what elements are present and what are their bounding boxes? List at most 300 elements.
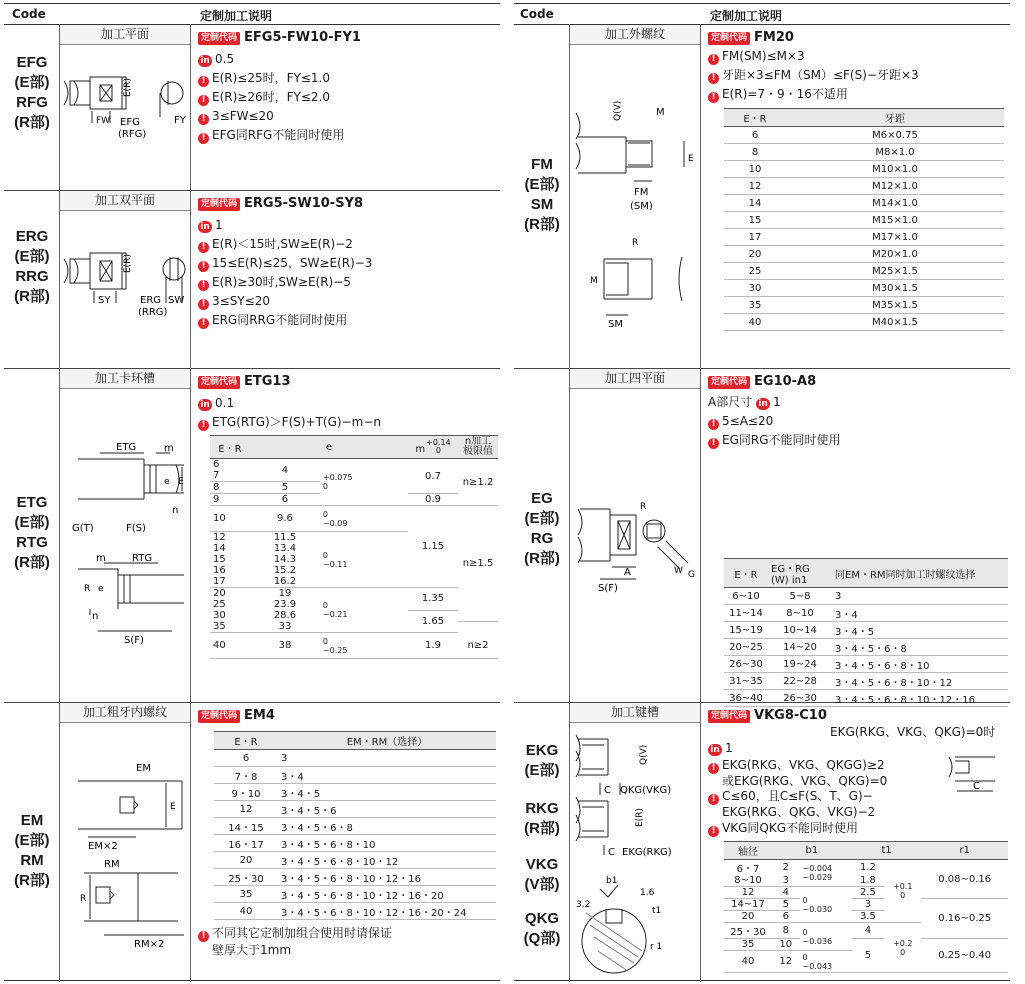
increment-icon: in [198,221,212,233]
er-cell: 14 [213,543,226,554]
fm-table [724,108,1004,331]
tol-up: 0 [322,550,328,560]
table-cell: 3・4・5・6・8・10・12 [278,852,496,869]
code-erg: ERG [15,228,49,245]
e-cell: 19 [278,588,292,599]
code-r: (R部) [14,288,50,305]
efg-description [191,25,500,190]
table-cell: 15~19 [724,622,768,639]
tol-up: 0 [802,952,808,962]
eg-description [701,369,1010,706]
increment: 1 [773,395,781,409]
tol-lo: −0.036 [802,936,833,946]
eg-table [724,558,1008,707]
table-cell: M6×0.75 [786,127,1004,144]
table-cell: M40×1.5 [786,314,1004,331]
bullet-icon: ! [708,73,719,84]
qkg-dim: QKG(VKG) [620,785,672,796]
code-r: (R部) [524,550,560,567]
left-column [4,3,500,981]
increment: 0.1 [215,396,235,410]
code-label [514,25,570,368]
left-header [4,4,500,25]
code-rm: RM [20,852,44,869]
table-cell: 40 [724,314,786,331]
table-cell: 3・4・5・6・8 [832,639,1008,656]
table-cell: 16・17 [214,835,278,852]
ttol-cell [884,860,921,923]
table-cell: 20 [214,852,278,869]
m-sup: +0.14 [426,438,451,447]
col-er: E・R [210,436,250,459]
bullet-icon: ! [708,794,719,805]
table-cell: 3・4・5・6・8・10 [832,656,1008,673]
er-dim: E(R) [635,808,645,827]
bullet-icon: ! [198,280,209,291]
figure-eg [570,369,701,702]
in1-label: in1 [791,575,808,586]
ekg-dim: EKG(RKG) [622,847,672,858]
t-cell: 5 [852,939,884,973]
col-thread: EM・RM（选择） [278,732,496,750]
desc-header: 定制加工说明 [200,9,273,23]
r-dim: R [640,502,647,512]
col-er: E・R [214,732,278,750]
table-row [214,886,496,903]
bullet-icon: ! [198,931,209,942]
M-dim: M [590,276,598,286]
n-label: n加工 [464,436,492,447]
b-cell: 5 [772,899,800,911]
note: 不同其它定制加组合使用时请保证 [212,926,393,940]
code-rrg: RRG [15,268,49,285]
e-cell: 9.6 [250,506,320,532]
figure-fm [570,25,701,368]
table-cell: 3・4 [278,767,496,784]
table-cell: 35 [214,886,278,903]
code-vkg: VKG [525,856,559,873]
er-cell: 10 [210,506,250,532]
col-er: E・R [724,109,786,127]
t-cell: 3.5 [852,911,884,923]
table-cell: M30×1.5 [786,280,1004,297]
rrg-dim: (RRG) [138,307,168,318]
tol-cell [320,459,408,506]
R-dim: R [84,584,91,594]
section-etg [4,369,500,703]
code-r: (R部) [14,554,50,571]
increment-icon: in [708,744,722,756]
ekg-description [701,703,1010,982]
er-cell: 12 [213,532,226,543]
table-cell: 6 [214,750,278,767]
table-row [214,801,496,818]
fm-description [701,25,1010,368]
n-cell: n≥1.5 [458,506,498,622]
col-m [408,436,458,459]
b1-dim: b1 [606,876,618,886]
increment: 0.5 [215,52,235,66]
w-dim: W [674,566,683,576]
er-cell: 35 [210,621,250,633]
bullet-icon: ! [198,95,209,106]
increment-icon: in [756,398,770,410]
code-label [4,191,60,368]
roughness-32: 3.2 [576,900,591,910]
erg-dim: ERG [140,295,162,306]
custom-code: EM4 [244,708,275,723]
col-w [768,559,832,588]
table-cell: 15 [724,212,786,229]
table-cell: 25 [724,263,786,280]
custom-code-badge: 定制代码 [708,710,750,723]
e-cell: 16.2 [250,576,320,588]
figure-efg [60,25,191,190]
table-row [724,588,1008,605]
d-cell: 40 [724,951,772,973]
table-cell: 6~10 [724,588,768,605]
e-cell: 38 [250,633,320,659]
table-cell: 10~14 [768,622,832,639]
code-qkg: QKG [524,910,560,927]
code-e: (E部) [524,762,560,779]
table-cell: M10×1.0 [786,161,1004,178]
code-e: (E部) [14,832,50,849]
etg-description [191,369,500,702]
em-table [214,731,496,920]
d-cell: 20 [724,911,772,923]
e-dim: e [164,477,170,487]
col-e: e [250,436,408,459]
n-dim: n [172,505,179,516]
tol-cell [320,506,408,532]
g-dim: G [688,570,695,580]
code-r: (R部) [14,114,50,131]
col-b1: b1 [772,842,852,860]
col-thread: 同EM・RM同时加工时螺纹选择 [832,559,1008,588]
figure-title: 加工四平面 [570,369,700,389]
fm-table-body [724,127,1004,331]
table-cell: 5~8 [768,588,832,605]
em-dim: EM [136,763,151,774]
e-dim: E [688,154,694,164]
custom-code: ERG5-SW10-SY8 [244,196,364,211]
section-efg [4,25,500,191]
table-cell: M25×1.5 [786,263,1004,280]
b-cell: 4 [772,887,800,899]
table-cell: 19~24 [768,656,832,673]
table-row [214,852,496,869]
figure-title: 加工键槽 [570,703,700,723]
table-row [724,246,1004,263]
R-dim: R [80,894,87,904]
b-cell: 6 [772,911,800,923]
tol-lo: 0 [900,891,906,900]
figure-etg [60,369,191,702]
n2-dim: n [92,611,99,622]
increment: 1 [215,218,223,232]
eg-table-body [724,588,1008,707]
table-row [724,127,1004,144]
n-label2: 极限值 [463,446,493,457]
custom-code: EG10-A8 [754,374,817,389]
table-cell: 3・4・5・6 [278,801,496,818]
formula: ETG(RTG)＞F(S)+T(G)−m−n [212,415,382,429]
c2-dim: C [608,847,615,858]
e-cell: 23.9 [273,599,297,610]
table-cell: 10 [724,161,786,178]
figure-em [60,703,191,982]
e-cell: 28.6 [273,610,297,621]
table-row [724,263,1004,280]
btol-cell [800,951,852,973]
ekg-table [724,841,1008,973]
increment-icon: in [198,399,212,411]
code-label [514,703,570,982]
code-r: (R部) [14,872,50,889]
m-dim: m [164,443,174,454]
note: C≤60，且C≤F(S、T、G)− [722,789,873,803]
code-r: (R部) [524,820,560,837]
code-rfg: RFG [16,94,48,111]
bullet-icon: ! [708,826,719,837]
note: ERG同RRG不能同时使用 [212,313,348,327]
col-n [458,436,498,459]
table-row [214,767,496,784]
code-e: (E部) [524,176,560,193]
d-cell: 35 [724,939,772,951]
table-cell: 3・4・5・6・8・10・12・16・20 [278,886,496,903]
bullet-icon: ! [708,54,719,65]
tol-up: 0 [322,509,328,519]
w-label: EG・RG (W) [771,564,810,586]
m-cell: 1.65 [408,610,458,633]
bullet-icon: ! [198,242,209,253]
d-cell: 12 [724,887,772,899]
etg-table [210,435,498,659]
bullet-icon: ! [708,438,719,449]
note: 牙距×3≤FM（SM）≤F(S)−牙距×3 [722,68,919,82]
table-cell: 14~20 [768,639,832,656]
figure-title: 加工平面 [60,25,190,45]
c-dim: C [604,785,611,796]
d-cell: 6・7 [736,864,760,875]
em-table-body [214,750,496,920]
bullet-icon: ! [708,419,719,430]
table-cell: 31~35 [724,673,768,690]
table-row [724,229,1004,246]
bullet-icon: ! [198,76,209,87]
e-cell: 4 [250,459,320,482]
a-dim: A [624,567,631,578]
custom-code: VKG8-C10 [754,708,827,723]
sm2-dim: SM [608,319,623,330]
table-row [214,835,496,852]
figure-title: 加工双平面 [60,191,190,211]
m-cell: 1.35 [408,588,458,611]
code-label [4,25,60,190]
m-cell: 1.15 [408,506,458,588]
code-rkg: RKG [525,800,559,817]
tol-up: 0 [802,927,808,937]
qv-dim: Q(V) [613,100,623,121]
table-cell: 12 [724,178,786,195]
b-cell: 10 [772,939,800,951]
tol-cell [320,532,408,588]
er-cell: 16 [213,565,226,576]
section-erg [4,191,500,369]
code-e: (E部) [14,74,50,91]
table-cell: 3・4 [832,605,1008,622]
E-dim: E [178,477,184,487]
code-fm: FM [531,156,553,173]
col-er: E・R [724,559,768,588]
custom-code: EFG5-FW10-FY1 [244,30,361,45]
bullet-icon: ! [198,318,209,329]
er-cell: 9 [210,494,250,506]
table-cell: 6 [724,127,786,144]
code-rg: RG [530,530,554,547]
table-cell: 12 [214,801,278,818]
figure-erg [60,191,191,368]
custom-code-badge: 定制代码 [198,32,240,45]
er-cell: 15 [213,554,226,565]
right-header [514,4,1010,25]
sy-dim: SY [98,295,111,306]
section-ekg [514,703,1010,982]
note: E(R)≥30时,SW≥E(R)−5 [212,275,351,289]
custom-code-badge: 定制代码 [198,710,240,723]
table-cell: 11~14 [724,605,768,622]
table-row [724,673,1008,690]
code-sm: SM [530,196,554,213]
erg-drawing [60,213,190,363]
btol-cell [800,923,852,951]
page [4,3,1022,981]
fm-dim: FM [634,187,649,198]
table-row [724,656,1008,673]
n-cell: n≥2 [458,633,498,659]
c-detail-drawing [945,751,1001,797]
table-cell: 3・4・5・6・8・10・12・16 [278,869,496,886]
m-cell: 0.7 [408,459,458,494]
r1-dim: r 1 [650,942,663,952]
m-dim: M [656,107,665,118]
sf-dim: S(F) [124,635,144,646]
b-cell: 3 [772,875,800,887]
tol-lo: 0 [900,947,906,957]
btol-cell [800,887,852,923]
erg-description [191,191,500,368]
increment: 1 [725,741,733,755]
b-cell: 2 [782,862,789,873]
custom-code-badge: 定制代码 [198,198,240,211]
bullet-icon: ! [198,114,209,125]
btol-cell [800,860,852,887]
note: FM(SM)≤M×3 [722,49,805,63]
e-cell: 13.4 [273,543,297,554]
table-row [724,297,1004,314]
code-eg: EG [531,490,553,507]
table-cell: M35×1.5 [786,297,1004,314]
table-row [724,605,1008,622]
table-cell: 7・8 [214,767,278,784]
tol-cell [320,588,408,633]
code-q: (Q部) [523,930,561,947]
figure-title: 加工卡环槽 [60,369,190,389]
figure-ekg [570,703,701,982]
figure-title: 加工粗牙内螺纹 [60,703,190,723]
table-cell: 26~30 [724,656,768,673]
table-cell: 36~40 [724,690,768,707]
table-row [724,178,1004,195]
em-description [191,703,500,982]
tol-up: −0.004 [802,864,833,873]
table-cell: M15×1.0 [786,212,1004,229]
fw-dim: FW [96,116,111,126]
desc-header: 定制加工说明 [710,9,783,23]
table-cell: 26~30 [768,690,832,707]
table-row [214,750,496,767]
gt-dim: G(T) [72,523,94,534]
table-cell: 3 [832,588,1008,605]
zero-note: EKG(RKG、VKG、QKG)=0时 [830,725,996,739]
er-dim: E(R) [123,78,133,97]
code-e: (E部) [14,248,50,265]
r-cell: 0.08~0.16 [921,860,1008,899]
code-etg: ETG [16,494,48,511]
code-rtg: RTG [16,534,48,551]
table-cell: 14 [724,195,786,212]
d-cell: 14~17 [724,899,772,911]
table-row [214,784,496,801]
fm-drawing [570,47,700,367]
code-r: (R部) [524,216,560,233]
efg-drawing [60,47,190,187]
table-cell: 40 [214,903,278,920]
code-header: Code [12,7,46,21]
note: 5≤A≤20 [722,414,774,428]
bullet-icon: ! [198,420,209,431]
code-label [514,369,570,702]
sf-dim: S(F) [598,583,618,594]
table-cell: 3・4・5 [832,622,1008,639]
t-cell: 1.2 [859,862,876,873]
table-row [724,639,1008,656]
custom-code: FM20 [754,30,794,45]
tol-up: +0.2 [892,938,913,948]
custom-code: ETG13 [244,374,291,389]
code-e: (E部) [14,514,50,531]
note: EFG同RFG不能同时使用 [212,128,345,142]
table-cell: 3・4・5・6・8・10・12・16 [832,690,1008,707]
m2-dim: m [96,553,106,564]
rm-dim: RM [104,859,120,870]
table-cell: 17 [724,229,786,246]
code-v: (V部) [524,876,560,893]
col-t1: t1 [852,842,922,860]
c-detail-dim: C [973,781,980,792]
ekg-drawing [570,725,700,980]
t1-dim: t1 [652,906,662,916]
section-eg [514,369,1010,706]
col-r1: r1 [921,842,1008,860]
col-pitch: 牙距 [786,109,1004,127]
qv-dim: Q(V) [639,744,649,765]
note: E(R)≤25时，FY≤1.0 [212,71,330,85]
d-cell: 25・30 [724,923,772,939]
tol-cell [320,633,408,659]
